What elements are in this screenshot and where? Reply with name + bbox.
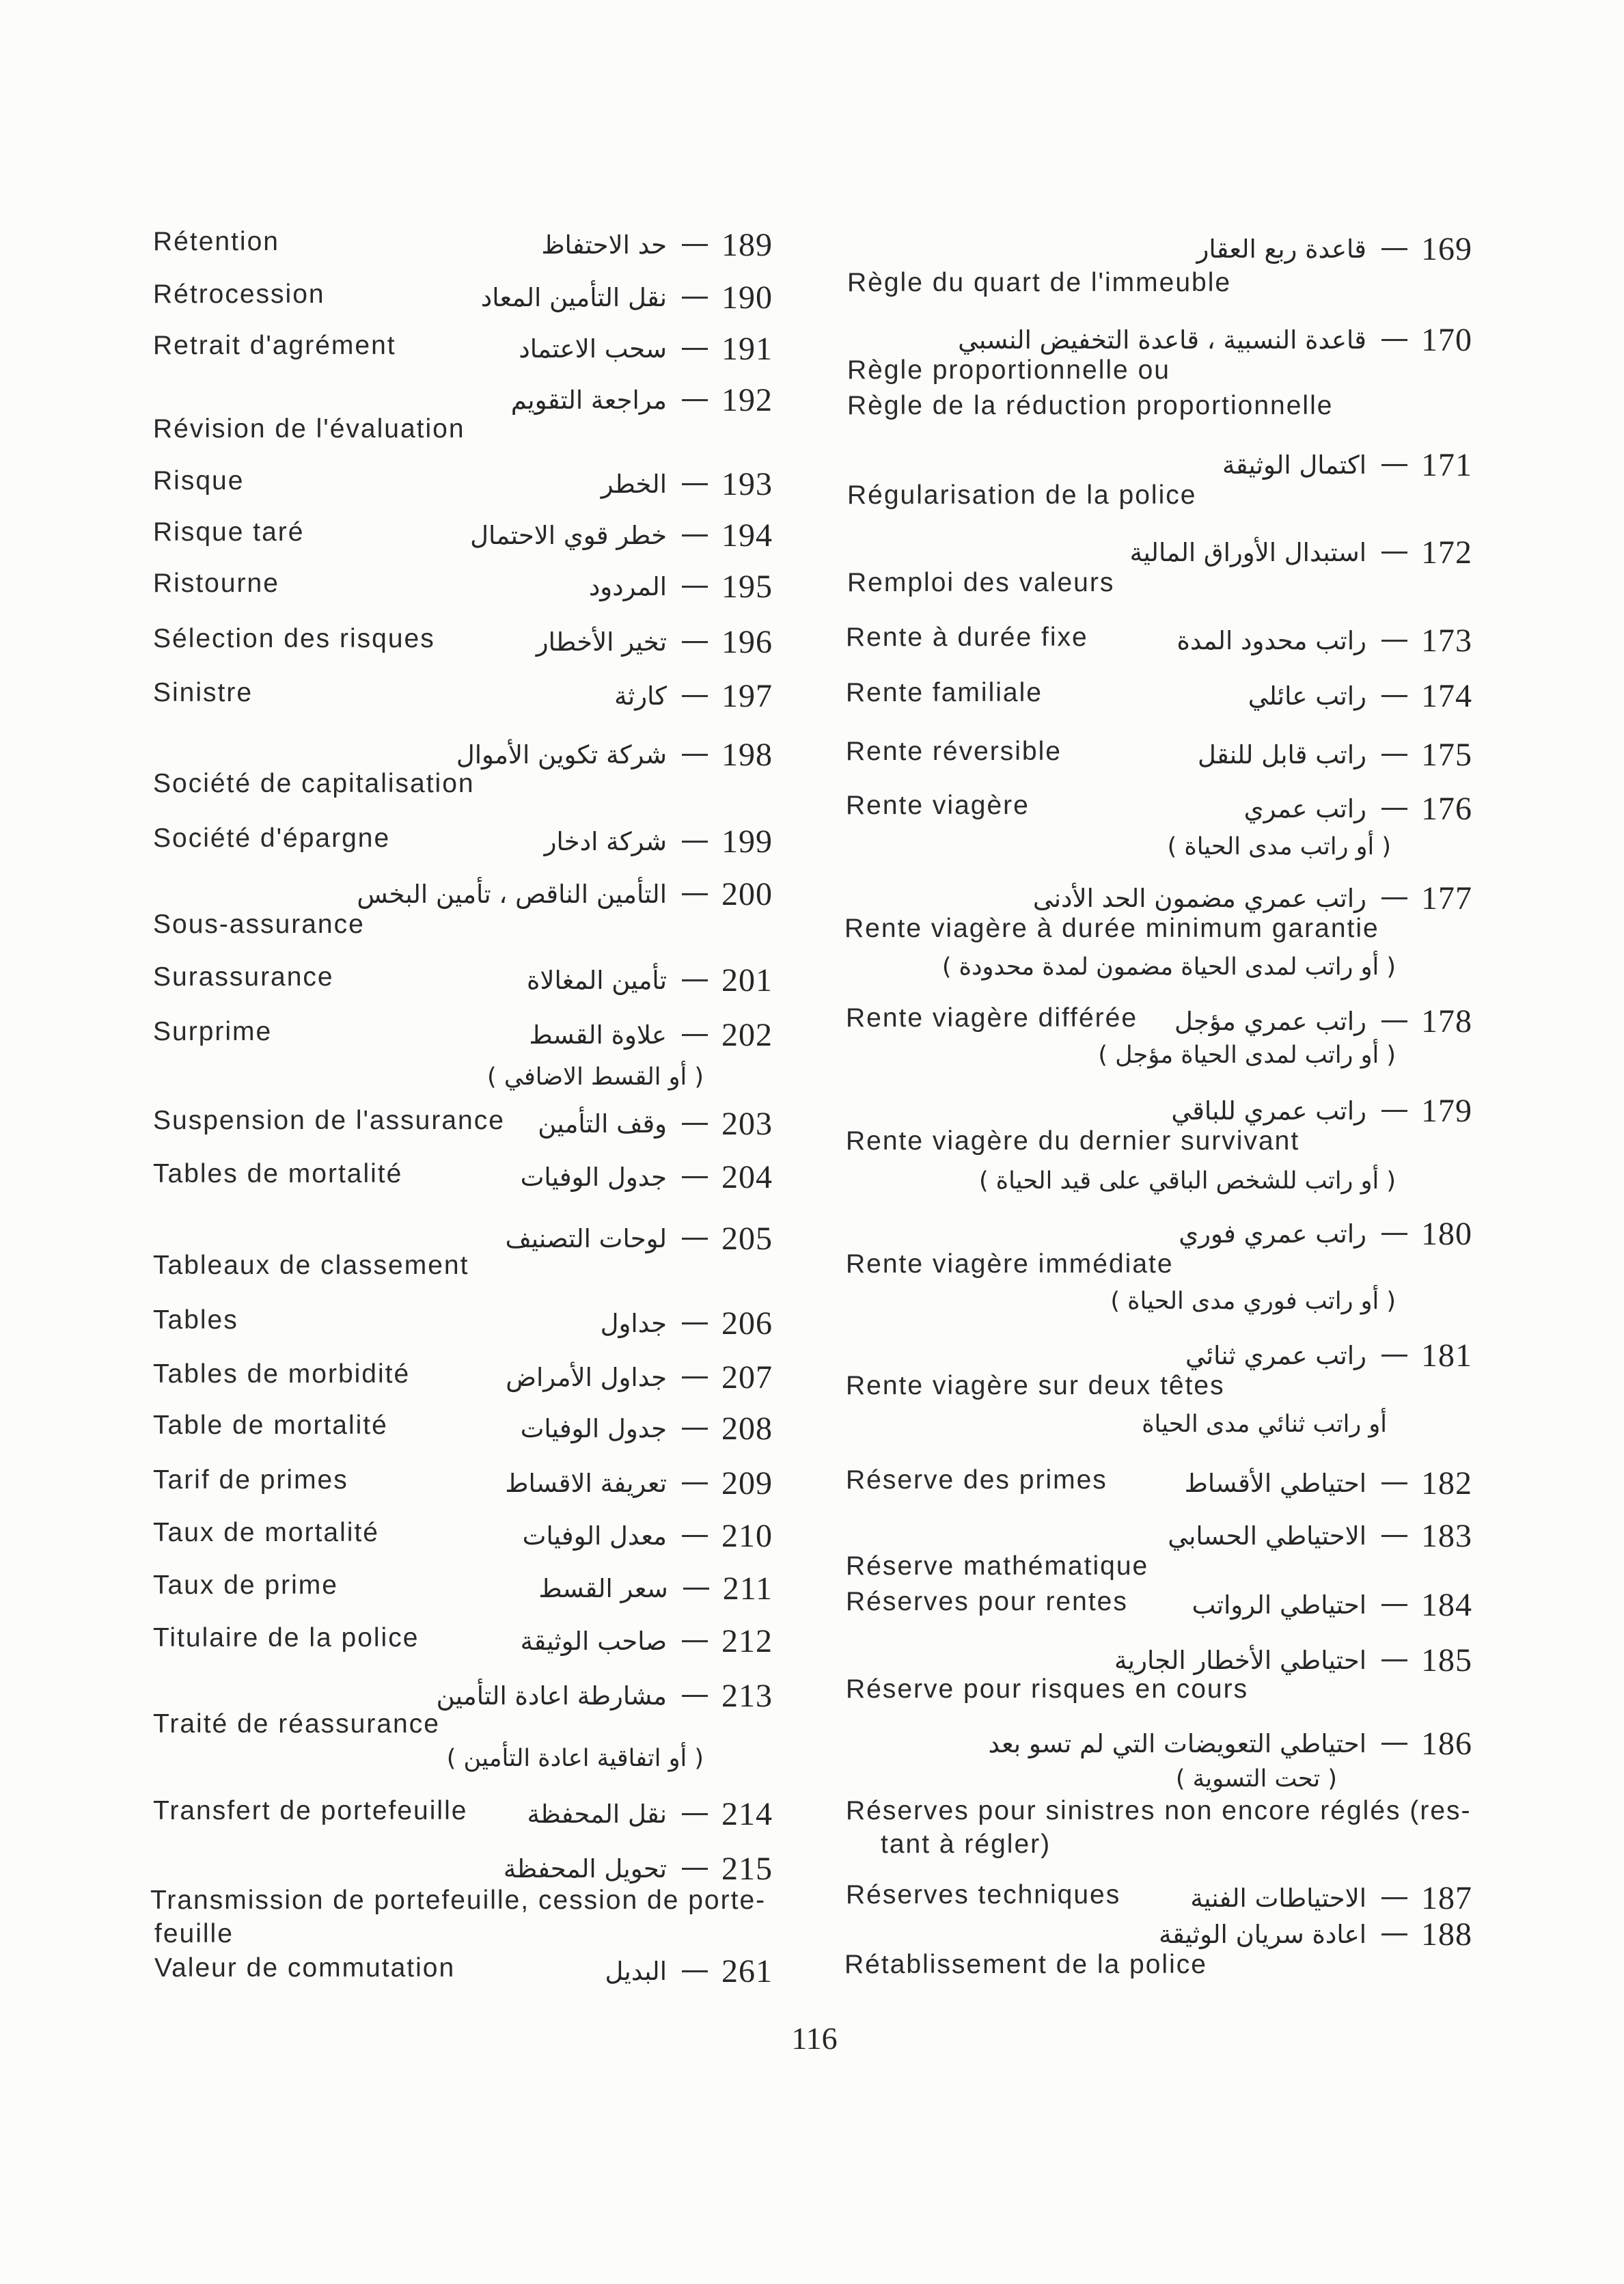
entry-number: 204 <box>721 1158 773 1195</box>
french-term: Rente viagère immédiate <box>846 1249 1174 1279</box>
french-term: Traité de réassurance <box>153 1709 440 1739</box>
term-line <box>470 516 773 554</box>
dash-separator <box>682 483 708 485</box>
french-term: Règle du quart de l'immeuble <box>847 268 1232 297</box>
term-line <box>1185 1336 1472 1374</box>
dash-separator <box>682 1868 708 1870</box>
entry-number: 170 <box>1421 321 1472 358</box>
entry-number: 205 <box>721 1220 773 1257</box>
arabic-term: جدول الوفيات <box>520 1413 667 1443</box>
entry-number: 206 <box>721 1305 773 1342</box>
french-term: Ristourne <box>153 569 279 598</box>
dash-separator <box>1381 1659 1407 1661</box>
dash-separator <box>682 1034 708 1036</box>
french-term: Rente viagère du dernier survivant <box>846 1126 1300 1156</box>
french-term: Surassurance <box>153 962 334 992</box>
french-term: Tables de mortalité <box>153 1159 403 1188</box>
entry-number: 189 <box>721 226 773 263</box>
term-line <box>601 1304 773 1342</box>
arabic-term: استبدال الأوراق المالية <box>1129 537 1366 567</box>
term-line <box>1176 621 1472 660</box>
dash-separator <box>682 1482 708 1484</box>
arabic-term: قاعدة النسبية ، قاعدة التخفيض النسبي <box>958 325 1366 355</box>
term-line <box>481 278 773 316</box>
french-term: Tables <box>153 1305 238 1335</box>
term-line <box>1222 446 1472 484</box>
french-term: Réserve pour risques en cours <box>846 1674 1249 1704</box>
dash-separator <box>1381 640 1407 642</box>
dash-separator <box>1381 464 1407 466</box>
term-line <box>511 381 773 419</box>
term-line <box>601 465 773 503</box>
arabic-term: تحويل المحفظة <box>503 1853 667 1884</box>
arabic-term: راتب عمري مؤجل <box>1174 1006 1366 1036</box>
arabic-alternative-note: ( أو القسط الاضافي ) <box>487 1063 704 1091</box>
dash-separator <box>683 1588 709 1590</box>
term-line <box>605 1952 773 1990</box>
arabic-term: الاحتياطات الفنية <box>1190 1883 1366 1913</box>
french-term: Valeur de commutation <box>154 1953 456 1983</box>
dash-separator <box>1381 754 1407 756</box>
arabic-term: تخير الأخطار <box>536 627 667 657</box>
arabic-term: سعر القسط <box>538 1573 668 1603</box>
french-term: Risque <box>153 466 245 495</box>
dash-separator <box>682 534 708 536</box>
term-line <box>505 1219 773 1257</box>
dash-separator <box>682 1970 708 1972</box>
entry-number: 178 <box>1421 1003 1472 1039</box>
entry-number: 171 <box>1421 446 1472 483</box>
arabic-term: جدول الوفيات <box>520 1162 667 1192</box>
dash-separator <box>682 841 708 843</box>
entry-number: 172 <box>1421 534 1472 571</box>
term-line <box>538 1569 773 1607</box>
term-line <box>545 822 773 860</box>
arabic-term: خطر قوي الاحتمال <box>470 520 667 550</box>
arabic-term: جداول الأمراض <box>506 1362 667 1392</box>
arabic-term: احتياطي الرواتب <box>1192 1590 1366 1620</box>
french-term: Risque taré <box>153 517 305 547</box>
french-term: Remploi des valeurs <box>847 568 1115 597</box>
french-term: Rente à durée fixe <box>846 623 1088 652</box>
entry-number: 191 <box>721 330 773 367</box>
entry-number: 194 <box>721 517 773 554</box>
term-line <box>1130 533 1472 571</box>
arabic-term: قاعدة ربع العقار <box>1196 234 1366 264</box>
arabic-term: راتب قابل للنقل <box>1197 739 1366 770</box>
french-term: Titulaire de la police <box>153 1623 419 1653</box>
french-term: Révision de l'évaluation <box>153 414 465 444</box>
french-term: Réserves techniques <box>846 1880 1121 1909</box>
entry-number: 261 <box>721 1953 773 1989</box>
french-term: Règle proportionnelle ou <box>847 355 1170 385</box>
french-term: Société de capitalisation <box>153 769 475 798</box>
term-line <box>1192 1586 1472 1624</box>
dash-separator <box>1381 1110 1407 1112</box>
arabic-term: شركة تكوين الأموال <box>456 739 667 770</box>
arabic-alternative-note: أو راتب ثنائي مدى الحياة <box>1142 1411 1387 1438</box>
arabic-term: الاحتياطي الحسابي <box>1168 1521 1366 1551</box>
french-term: Sous-assurance <box>153 910 365 939</box>
arabic-alternative-note: ( أو راتب لمدى الحياة مؤجل ) <box>1098 1042 1396 1069</box>
entry-number: 186 <box>1421 1725 1472 1762</box>
entry-number: 181 <box>1421 1337 1472 1374</box>
arabic-term: جداول <box>600 1308 667 1338</box>
arabic-term: احتياطي الأخطار الجارية <box>1114 1645 1366 1675</box>
french-term: Retrait d'agrément <box>153 331 396 360</box>
entry-number: 202 <box>721 1016 773 1053</box>
entry-number: 196 <box>721 623 773 660</box>
entry-number: 179 <box>1421 1092 1472 1129</box>
french-term-continuation: feuille <box>154 1919 234 1948</box>
term-line <box>1198 735 1472 774</box>
french-term: Société d'épargne <box>153 824 391 853</box>
entry-number: 175 <box>1421 736 1472 773</box>
french-term: Sinistre <box>153 678 253 707</box>
page-number: 116 <box>791 2021 838 2056</box>
arabic-term: مراجعة التقويم <box>510 385 667 415</box>
dash-separator <box>682 586 708 588</box>
arabic-term: راتب عمري فوري <box>1179 1219 1366 1249</box>
arabic-alternative-note: ( أو راتب لمدى الحياة مضمون لمدة محدودة ) <box>941 953 1396 981</box>
entry-number: 187 <box>1421 1879 1472 1916</box>
arabic-alternative-note: ( أو راتب فوري مدى الحياة ) <box>1110 1288 1396 1315</box>
entry-number: 190 <box>721 279 773 316</box>
term-line <box>456 735 773 774</box>
french-term: Taux de prime <box>153 1571 338 1600</box>
french-term: Transfert de portefeuille <box>153 1796 468 1825</box>
arabic-term: التأمين الناقص ، تأمين البخس <box>357 879 667 909</box>
term-line <box>958 321 1472 359</box>
term-line <box>1174 1002 1472 1040</box>
term-line <box>527 1795 773 1833</box>
term-line <box>1033 879 1472 917</box>
dash-separator <box>682 1813 708 1815</box>
arabic-term: الخطر <box>601 469 667 499</box>
dash-separator <box>682 641 708 643</box>
entry-number: 177 <box>1421 880 1472 916</box>
arabic-term: المردود <box>588 571 667 601</box>
term-line <box>504 1849 773 1888</box>
entry-number: 174 <box>1421 677 1472 714</box>
french-term: Régularisation de la police <box>847 480 1197 510</box>
term-line <box>521 1409 773 1447</box>
french-term-continuation: Règle de la réduction proportionnelle <box>847 391 1334 420</box>
arabic-term: شركة ادخار <box>544 826 667 856</box>
term-line <box>538 1104 773 1143</box>
dash-separator <box>1381 1897 1407 1899</box>
dash-separator <box>682 1123 708 1125</box>
arabic-term: راتب عمري <box>1243 793 1366 824</box>
term-line <box>519 329 773 368</box>
entry-number: 201 <box>721 962 773 998</box>
entry-number: 184 <box>1421 1586 1472 1623</box>
dash-separator <box>682 979 708 981</box>
arabic-term: مشارطة اعادة التأمين <box>436 1681 667 1711</box>
dash-separator <box>682 1322 708 1324</box>
arabic-term: حد الاحتفاظ <box>541 230 667 260</box>
dash-separator <box>682 1428 708 1430</box>
entry-number: 212 <box>721 1622 773 1659</box>
entry-number: 211 <box>722 1570 773 1607</box>
dash-separator <box>1381 1482 1407 1484</box>
entry-number: 185 <box>1421 1642 1472 1678</box>
arabic-term: احتياطي التعويضات التي لم تسو بعد <box>988 1728 1366 1758</box>
term-line <box>1190 1879 1472 1917</box>
dash-separator <box>682 754 708 756</box>
entry-number: 195 <box>721 568 773 605</box>
dash-separator <box>1381 1743 1407 1745</box>
dash-separator <box>1381 1933 1407 1935</box>
dash-separator <box>1381 808 1407 810</box>
dash-separator <box>1381 1535 1407 1537</box>
arabic-term: راتب محدود المدة <box>1176 625 1366 655</box>
dash-separator <box>682 297 708 299</box>
arabic-alternative-note: ( تحت التسوية ) <box>1175 1765 1337 1793</box>
french-term: Réserves pour rentes <box>846 1587 1128 1616</box>
arabic-term: سحب الاعتماد <box>519 334 667 364</box>
entry-number: 198 <box>721 736 773 773</box>
term-line <box>536 623 773 661</box>
entry-number: 203 <box>721 1105 773 1142</box>
entry-number: 188 <box>1421 1916 1472 1953</box>
french-term: Réserves pour sinistres non encore réglés (res- <box>846 1796 1472 1825</box>
entry-number: 183 <box>1421 1517 1472 1554</box>
term-line <box>505 1464 773 1502</box>
arabic-term: راتب عائلي <box>1248 681 1366 711</box>
french-term: Rente réversible <box>846 737 1062 766</box>
entry-number: 197 <box>721 677 773 714</box>
dash-separator <box>682 1238 708 1240</box>
dash-separator <box>1381 1355 1407 1357</box>
dash-separator <box>682 893 708 895</box>
arabic-term: اعادة سريان الوثيقة <box>1159 1919 1366 1949</box>
french-term: Surprime <box>153 1017 273 1046</box>
term-line <box>1244 789 1472 828</box>
arabic-term: وقف التأمين <box>538 1109 667 1139</box>
arabic-alternative-note: ( أو راتب مدى الحياة ) <box>1167 833 1391 860</box>
term-line <box>1179 1214 1472 1253</box>
arabic-term: صاحب الوثيقة <box>520 1626 667 1656</box>
french-term: Rente viagère sur deux têtes <box>846 1371 1225 1400</box>
term-line <box>521 1158 773 1196</box>
entry-number: 193 <box>721 465 773 502</box>
term-line <box>437 1676 773 1715</box>
entry-number: 192 <box>721 381 773 418</box>
entry-number: 210 <box>721 1517 773 1554</box>
french-term: Transmission de portefeuille, cession de porte- <box>150 1886 767 1915</box>
entry-number: 200 <box>721 875 773 912</box>
term-line <box>1159 1915 1472 1953</box>
french-term: Rente viagère <box>846 791 1030 820</box>
arabic-term: راتب عمري للباقي <box>1171 1096 1366 1126</box>
arabic-term: معدل الوفيات <box>522 1521 667 1551</box>
french-term: Tables de morbidité <box>153 1359 411 1389</box>
term-line <box>1197 230 1473 268</box>
dash-separator <box>1381 552 1407 554</box>
dash-separator <box>682 399 708 401</box>
french-term: Tableaux de classement <box>153 1251 469 1280</box>
arabic-term: اكتمال الوثيقة <box>1222 450 1366 480</box>
entry-number: 208 <box>721 1410 773 1447</box>
term-line <box>1185 1464 1472 1502</box>
entry-number: 176 <box>1421 790 1472 827</box>
dash-separator <box>1381 1233 1407 1235</box>
term-line <box>527 961 773 999</box>
term-line <box>357 875 773 913</box>
entry-number: 173 <box>1421 622 1472 659</box>
dash-separator <box>682 1640 708 1642</box>
arabic-term: تعريفة الاقساط <box>505 1468 667 1498</box>
term-line <box>1248 677 1472 715</box>
term-line <box>521 1622 773 1660</box>
french-term: Sélection des risques <box>153 624 435 653</box>
term-line <box>541 226 773 264</box>
entry-number: 169 <box>1421 230 1472 267</box>
french-term: Rétrocession <box>153 280 325 309</box>
arabic-term: نقل التأمين المعاد <box>480 282 667 312</box>
french-term: Rente familiale <box>846 678 1043 707</box>
french-term: Suspension de l'assurance <box>153 1106 505 1135</box>
entry-number: 182 <box>1421 1465 1472 1501</box>
arabic-term: كارثة <box>614 681 667 711</box>
dash-separator <box>682 348 708 350</box>
dash-separator <box>1381 248 1407 250</box>
term-line <box>589 567 773 606</box>
arabic-term: راتب عمري مضمون الحد الأدنى <box>1032 883 1366 913</box>
entry-number: 199 <box>721 823 773 860</box>
arabic-term: احتياطي الأقساط <box>1184 1468 1366 1498</box>
dash-separator <box>1381 1020 1407 1022</box>
french-term: Rétention <box>153 227 279 256</box>
arabic-alternative-note: ( أو اتفاقية اعادة التأمين ) <box>446 1745 704 1772</box>
entry-number: 214 <box>721 1795 773 1832</box>
french-term: Tarif de primes <box>153 1465 348 1495</box>
french-term: Table de mortalité <box>153 1411 388 1440</box>
dash-separator <box>1381 897 1407 899</box>
entry-number: 215 <box>721 1850 773 1887</box>
arabic-alternative-note: ( أو راتب للشخص الباقي على قيد الحياة ) <box>979 1167 1396 1195</box>
term-line <box>506 1358 773 1396</box>
term-line <box>989 1724 1472 1763</box>
entry-number: 213 <box>721 1677 773 1714</box>
arabic-term: علاوة القسط <box>529 1020 667 1050</box>
french-term: Taux de mortalité <box>153 1518 379 1547</box>
french-term-continuation: tant à régler) <box>881 1830 1051 1859</box>
arabic-term: راتب عمري ثنائي <box>1185 1340 1366 1370</box>
entry-number: 207 <box>721 1359 773 1396</box>
arabic-term: البديل <box>605 1956 667 1986</box>
dash-separator <box>682 1535 708 1537</box>
dash-separator <box>682 695 708 697</box>
french-term: Rente viagère à durée minimum garantie <box>844 914 1379 943</box>
french-term: Rétablissement de la police <box>844 1950 1207 1979</box>
dash-separator <box>682 1376 708 1378</box>
dash-separator <box>1381 1604 1407 1606</box>
dash-separator <box>1381 339 1407 341</box>
french-term: Réserve mathématique <box>846 1551 1149 1581</box>
dash-separator <box>682 1695 708 1697</box>
term-line <box>1171 1091 1472 1130</box>
term-line <box>1168 1517 1472 1555</box>
arabic-term: تأمين المغالاة <box>526 965 667 995</box>
french-term: Rente viagère différée <box>846 1003 1138 1033</box>
dash-separator <box>682 1176 708 1178</box>
dash-separator <box>682 244 708 246</box>
french-term: Réserve des primes <box>846 1465 1107 1495</box>
entry-number: 209 <box>721 1465 773 1501</box>
arabic-term: نقل المحفظة <box>527 1799 667 1829</box>
term-line <box>614 677 773 715</box>
arabic-term: لوحات التصنيف <box>505 1223 667 1253</box>
dash-separator <box>1381 695 1407 697</box>
entry-number: 180 <box>1421 1215 1472 1252</box>
term-line <box>523 1517 773 1555</box>
term-line <box>529 1016 773 1054</box>
